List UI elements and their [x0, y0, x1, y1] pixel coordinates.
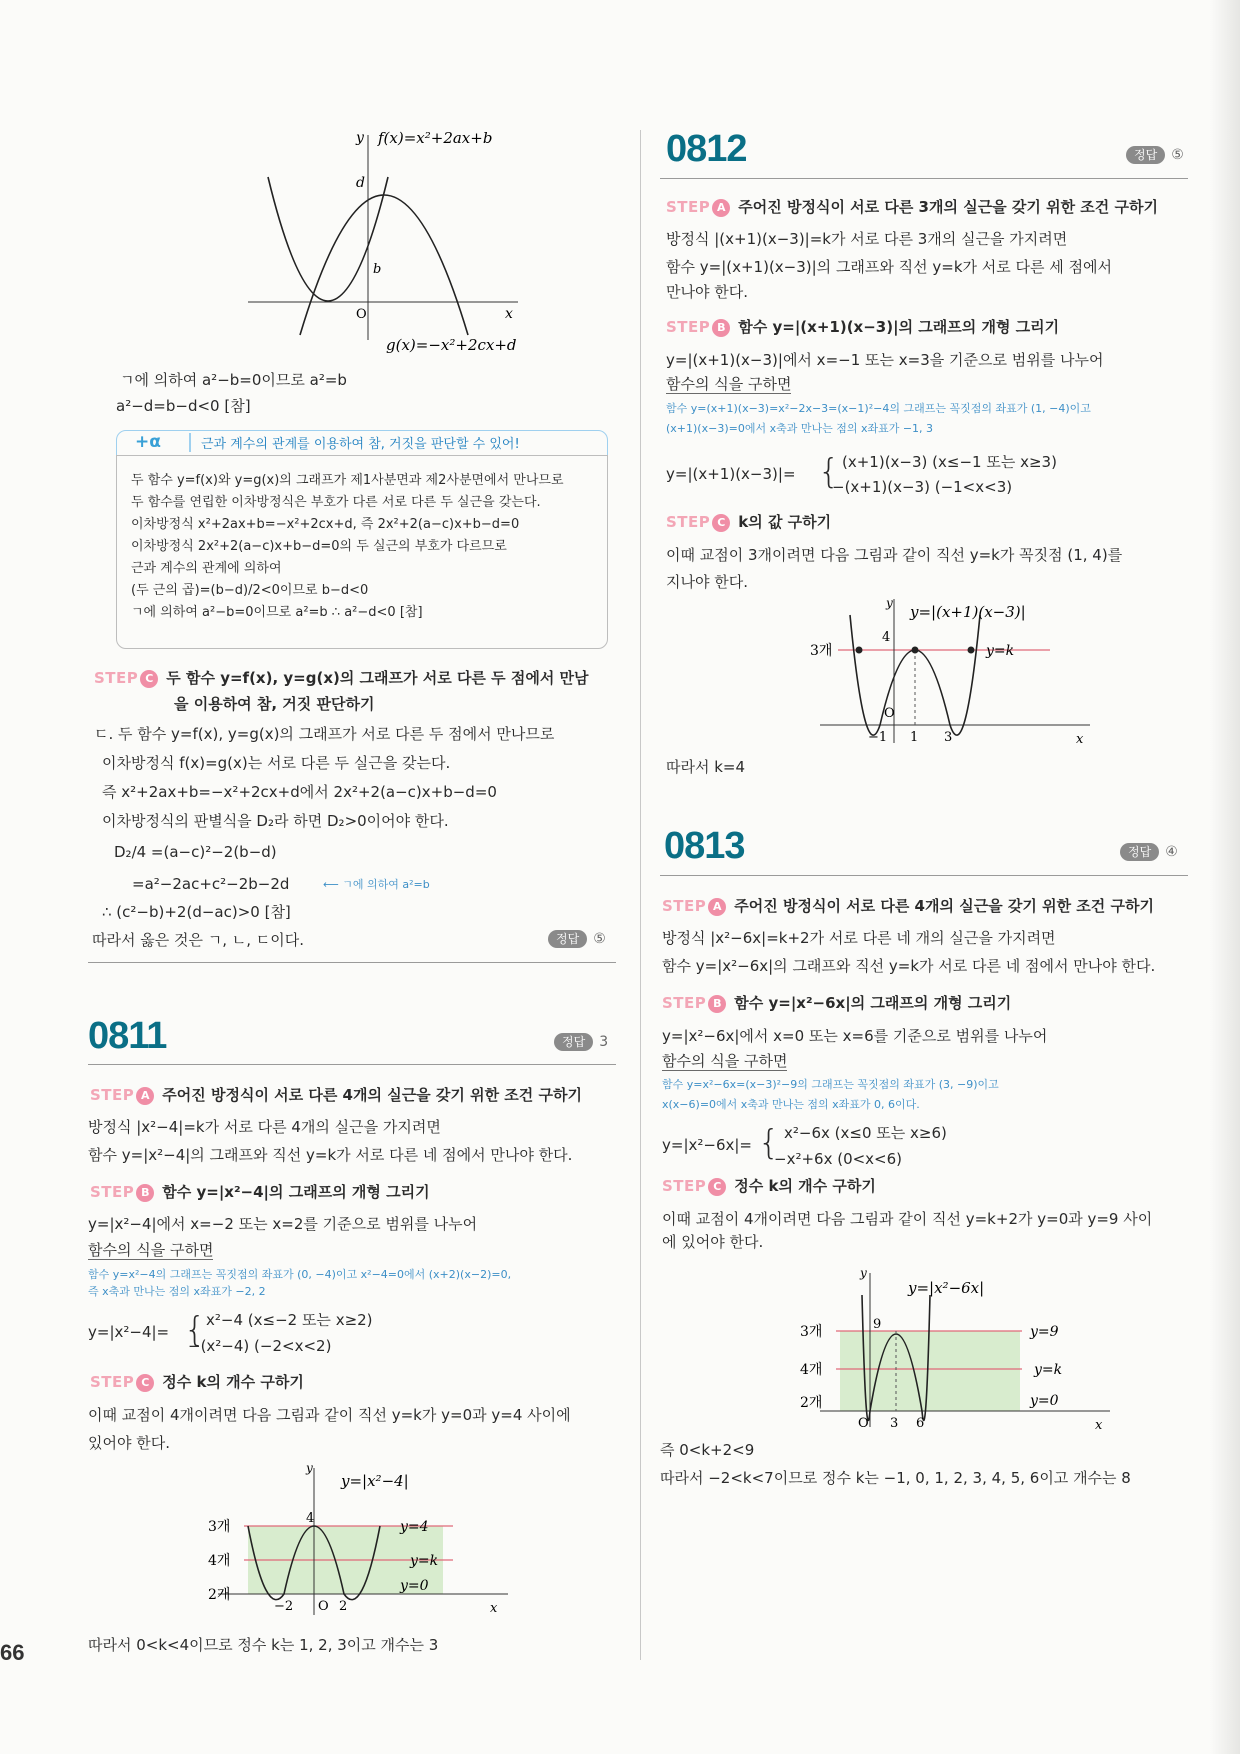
section-rule — [88, 1064, 616, 1065]
graph-0811 — [208, 1460, 588, 1620]
intersect-right — [968, 647, 975, 654]
step-b-heading — [662, 991, 1011, 1015]
origin: O — [318, 1599, 329, 1614]
tip-line: 근과 계수의 관계에 의하여 — [131, 561, 282, 576]
page-edge-shade — [1210, 0, 1240, 1754]
step-line: 함수 y=|x²−4|의 그래프와 직선 y=k가 서로 다른 네 점에서 만나야 한다. — [88, 1146, 573, 1164]
graph-0813 — [790, 1265, 1120, 1430]
origin: O — [858, 1416, 869, 1430]
count-4: 4개 — [208, 1553, 231, 1569]
step-a-heading — [662, 894, 1154, 918]
step-tag: STEP — [666, 513, 711, 531]
tick-1: 1 — [910, 730, 919, 745]
step-title: 주어진 방정식이 서로 다른 3개의 실근을 갖기 위한 조건 구하기 — [738, 198, 1158, 216]
x-label: x — [1095, 1418, 1103, 1430]
piecewise-lhs: y=|x²−6x|= — [662, 1136, 752, 1154]
step-line: 이때 교점이 4개이려면 다음 그림과 같이 직선 y=k+2가 y=0과 y=9 사이 — [662, 1210, 1153, 1228]
answer-label: 정답 — [554, 1033, 593, 1051]
step-line: y=|x²−6x|에서 x=0 또는 x=6를 기준으로 범위를 나누어 — [662, 1027, 1048, 1045]
tip-line: 두 함수 y=f(x)와 y=g(x)의 그래프가 제1사분면과 제2사분면에서 만나므로 — [131, 473, 564, 488]
tick-neg2: −2 — [274, 1599, 294, 1614]
step-tag: STEP — [90, 1373, 135, 1391]
piece-2: −(x²−4) (−2<x<2) — [188, 1337, 332, 1355]
label-yk: y=k — [410, 1553, 439, 1569]
step-tag: STEP — [662, 994, 707, 1012]
graph-title: y=|x²−6x| — [908, 1279, 985, 1297]
count-2: 2개 — [800, 1395, 823, 1411]
stepc-line: D₂/4 =(a−c)²−2(b−d) — [114, 843, 277, 861]
step-a-heading — [666, 195, 1158, 219]
stepc-conclusion: 따라서 옳은 것은 ㄱ, ㄴ, ㄷ이다. — [92, 931, 305, 949]
step-line: y=|x²−4|에서 x=−2 또는 x=2를 기준으로 범위를 나누어 — [88, 1215, 478, 1233]
g-label: g(x)=−x²+2cx+d — [386, 336, 517, 354]
answer-value: 3 — [599, 1034, 609, 1050]
tip-box-header — [116, 430, 608, 456]
piece-1: (x+1)(x−3) (x≤−1 또는 x≥3) — [842, 453, 1057, 471]
piece-1: x²−4 (x≤−2 또는 x≥2) — [206, 1311, 373, 1329]
conclusion-1: 즉 0<k+2<9 — [660, 1441, 755, 1459]
step-title: 두 함수 y=f(x), y=g(x)의 그래프가 서로 다른 두 점에서 만남 — [166, 669, 589, 687]
origin-label: O — [356, 307, 367, 322]
section-rule — [660, 875, 1188, 876]
label-y0: y=0 — [1030, 1393, 1059, 1409]
tip-box-body — [116, 455, 608, 649]
step-letter: A — [136, 1087, 154, 1105]
step-line: y=|(x+1)(x−3)|에서 x=−1 또는 x=3을 기준으로 범위를 나누어 — [666, 351, 1104, 369]
step-title: 함수 y=|(x+1)(x−3)|의 그래프의 개형 그리기 — [738, 318, 1060, 336]
label-y4: y=4 — [400, 1519, 429, 1535]
hint-line: x(x−6)=0에서 x축과 만나는 점의 x좌표가 0, 6이다. — [662, 1098, 920, 1111]
label-y9: y=9 — [1030, 1324, 1059, 1340]
d-label: d — [356, 175, 365, 191]
answer-value: ⑤ — [1171, 147, 1184, 163]
piecewise-lhs: y=|x²−4|= — [88, 1323, 170, 1341]
tip-line: ㄱ에 의하여 a²−b=0이므로 a²=b ∴ a²−d<0 [참] — [131, 605, 423, 620]
answer-badge — [1126, 146, 1184, 164]
k-range-band — [840, 1331, 1020, 1411]
label-y0: y=0 — [400, 1578, 429, 1594]
label-yk: y=k — [1034, 1362, 1063, 1378]
step-letter: C — [708, 1178, 726, 1196]
tick-neg1: −1 — [868, 730, 888, 745]
answer-label: 정답 — [1120, 843, 1159, 861]
tick-4: 4 — [882, 630, 891, 645]
answer-badge — [1120, 843, 1178, 861]
step-line: 방정식 |(x+1)(x−3)|=k가 서로 다른 3개의 실근을 가지려면 — [666, 230, 1068, 248]
count-2: 2개 — [208, 1587, 231, 1603]
step-line: 함수 y=|(x+1)(x−3)|의 그래프와 직선 y=k가 서로 다른 세 점에서 — [666, 258, 1113, 276]
parabola-graph — [218, 125, 598, 355]
step-line: 이때 교점이 3개이려면 다음 그림과 같이 직선 y=k가 꼭짓점 (1, 4)를 — [666, 546, 1123, 564]
stepc-note: ⟵ ㄱ에 의하여 a²=b — [323, 878, 430, 891]
condition-line: ㄱ에 의하여 a²−b=0이므로 a²=b — [120, 371, 347, 389]
origin: O — [884, 706, 895, 721]
graph-title: y=|(x+1)(x−3)| — [910, 603, 1026, 621]
answer-badge — [554, 1033, 608, 1051]
count-3: 3개 — [800, 1324, 823, 1340]
step-c-heading — [94, 666, 614, 690]
stepc-line: ∴ (c²−b)+2(d−ac)>0 [참] — [102, 903, 291, 921]
step-line: 만나야 한다. — [666, 283, 748, 301]
intersect-left — [856, 647, 863, 654]
step-c-heading — [90, 1370, 304, 1394]
step-title: 함수 y=|x²−4|의 그래프의 개형 그리기 — [162, 1183, 430, 1201]
f-curve — [268, 177, 388, 301]
y-label: y — [306, 1461, 313, 1475]
conclusion: 따라서 k=4 — [666, 758, 746, 776]
tick-6: 6 — [916, 1416, 925, 1430]
step-c-heading-2: 을 이용하여 참, 거짓 판단하기 — [174, 695, 375, 713]
note-text: ㄱ에 의하여 a²=b — [342, 878, 430, 891]
hint-line: 함수 y=x²−6x=(x−3)²−9의 그래프는 꼭짓점의 좌표가 (3, −9)이고 — [662, 1078, 999, 1091]
step-tag: STEP — [666, 198, 711, 216]
b-label: b — [373, 262, 382, 277]
piecewise-lhs: y=|(x+1)(x−3)|= — [666, 465, 796, 483]
tick-2: 2 — [339, 1599, 348, 1614]
stepc-line: 이차방정식 f(x)=g(x)는 서로 다른 두 실근을 갖는다. — [102, 754, 451, 772]
brace: { — [184, 1310, 206, 1350]
problem-number: 0811 — [88, 1015, 167, 1057]
tip-lines — [131, 470, 564, 624]
tip-title: 근과 계수의 관계를 이용하여 참, 거짓을 판단할 수 있어! — [189, 433, 520, 452]
step-tag: STEP — [662, 1177, 707, 1195]
step-letter: B — [136, 1184, 154, 1202]
tip-line: (두 근의 곱)=(b−d)/2<0이므로 b−d<0 — [131, 583, 369, 598]
piece-1: x²−6x (x≤0 또는 x≥6) — [784, 1124, 947, 1142]
tip-tag: +α — [135, 432, 161, 452]
answer-label: 정답 — [1126, 146, 1165, 164]
answer-label: 정답 — [548, 930, 587, 948]
stepc-line: =a²−2ac+c²−2b−2d — [132, 875, 290, 893]
count-3: 3개 — [208, 1519, 231, 1535]
stepc-line: 즉 x²+2ax+b=−x²+2cx+d에서 2x²+2(a−c)x+b−d=0 — [102, 783, 497, 801]
step-b-heading — [666, 315, 1059, 339]
vertex-point — [912, 647, 919, 654]
step-title: k의 값 구하기 — [738, 513, 832, 531]
step-title: 주어진 방정식이 서로 다른 4개의 실근을 갖기 위한 조건 구하기 — [734, 897, 1154, 915]
step-title: 정수 k의 개수 구하기 — [162, 1373, 304, 1391]
step-line: 함수 y=|x²−6x|의 그래프와 직선 y=k가 서로 다른 네 점에서 만나야 한다. — [662, 957, 1156, 975]
g-curve — [300, 195, 468, 335]
y-label: y — [860, 1266, 867, 1280]
problem-number: 0812 — [666, 128, 747, 170]
step-line-underlined: 함수의 식을 구하면 — [88, 1241, 214, 1259]
graph-title: y=|x²−4| — [341, 1472, 409, 1490]
hint-line: 즉 x축과 만나는 점의 x좌표가 −2, 2 — [88, 1285, 266, 1298]
tick-9: 9 — [873, 1317, 882, 1332]
step-title: 주어진 방정식이 서로 다른 4개의 실근을 갖기 위한 조건 구하기 — [162, 1086, 582, 1104]
page-number: 66 — [0, 1640, 25, 1665]
step-tag: STEP — [90, 1183, 135, 1201]
hint-line: 함수 y=x²−4의 그래프는 꼭짓점의 좌표가 (0, −4)이고 x²−4=0에서 (x+2)(x−2)=0, — [88, 1268, 512, 1281]
tip-line: 이차방정식 2x²+2(a−c)x+b−d=0의 두 실근의 부호가 다르므로 — [131, 539, 507, 554]
tip-line: 두 함수를 연립한 이차방정식은 부호가 다른 서로 다른 두 실근을 갖는다. — [131, 495, 541, 510]
step-letter: B — [712, 319, 730, 337]
step-tag: STEP — [94, 669, 139, 687]
f-label: f(x)=x²+2ax+b — [378, 129, 493, 147]
x-label: x — [1076, 732, 1084, 745]
label-yk: y=k — [986, 643, 1015, 659]
step-b-heading — [90, 1180, 430, 1204]
step-tag: STEP — [666, 318, 711, 336]
piece-2: −x²+6x (0<x<6) — [774, 1150, 903, 1168]
step-a-heading — [90, 1083, 582, 1107]
step-letter: C — [712, 514, 730, 532]
step-line: 지나야 한다. — [666, 573, 748, 591]
step-line-underlined: 함수의 식을 구하면 — [662, 1052, 788, 1070]
y-label: y — [886, 596, 893, 610]
conclusion: 따라서 0<k<4이므로 정수 k는 1, 2, 3이고 개수는 3 — [88, 1636, 439, 1654]
step-letter: A — [708, 898, 726, 916]
brace: { — [758, 1123, 780, 1163]
graph-0812 — [810, 595, 1110, 745]
tip-line: 이차방정식 x²+2ax+b=−x²+2cx+d, 즉 2x²+2(a−c)x+b−d=0 — [131, 517, 520, 532]
step-letter: B — [708, 995, 726, 1013]
step-title: 정수 k의 개수 구하기 — [734, 1177, 876, 1195]
step-c-heading — [666, 510, 831, 534]
step-line: 에 있어야 한다. — [662, 1233, 764, 1251]
step-line-underlined: 함수의 식을 구하면 — [666, 375, 792, 393]
column-divider — [640, 130, 641, 1660]
tick-3: 3 — [944, 730, 953, 745]
answer-badge — [548, 930, 606, 948]
brace: { — [818, 452, 840, 492]
section-rule — [88, 962, 616, 963]
step-tag: STEP — [90, 1086, 135, 1104]
step-line: 있어야 한다. — [88, 1434, 170, 1452]
x-label: x — [490, 1601, 498, 1616]
hint-line: (x+1)(x−3)=0에서 x축과 만나는 점의 x좌표가 −1, 3 — [666, 422, 934, 435]
step-tag: STEP — [662, 897, 707, 915]
stepc-line: 이차방정식의 판별식을 D₂라 하면 D₂>0이어야 한다. — [102, 812, 449, 830]
step-line: 방정식 |x²−6x|=k+2가 서로 다른 네 개의 실근을 가지려면 — [662, 929, 1056, 947]
step-line: 이때 교점이 4개이려면 다음 그림과 같이 직선 y=k가 y=0과 y=4 사이에 — [88, 1406, 571, 1424]
tick-4: 4 — [306, 1511, 315, 1526]
result-line: a²−d=b−d<0 [참] — [116, 397, 251, 415]
y-label: y — [356, 130, 364, 146]
step-letter: C — [136, 1374, 154, 1392]
count-4: 4개 — [800, 1362, 823, 1378]
answer-value: ⑤ — [593, 931, 606, 947]
x-label: x — [505, 306, 513, 322]
step-letter: A — [712, 199, 730, 217]
problem-number: 0813 — [664, 825, 745, 867]
step-letter: C — [140, 670, 158, 688]
section-rule — [660, 178, 1188, 179]
stepc-line: ㄷ. 두 함수 y=f(x), y=g(x)의 그래프가 서로 다른 두 점에서 만나므로 — [94, 725, 555, 743]
count-3: 3개 — [810, 643, 833, 659]
step-c-heading — [662, 1174, 876, 1198]
hint-line: 함수 y=(x+1)(x−3)=x²−2x−3=(x−1)²−4의 그래프는 꼭짓점의 좌표가 (1, −4)이고 — [666, 402, 1091, 415]
answer-value: ④ — [1165, 844, 1178, 860]
step-line: 방정식 |x²−4|=k가 서로 다른 4개의 실근을 가지려면 — [88, 1118, 441, 1136]
piece-2: −(x+1)(x−3) (−1<x<3) — [832, 478, 1013, 496]
conclusion-2: 따라서 −2<k<7이므로 정수 k는 −1, 0, 1, 2, 3, 4, 5, 6이고 개수는 8 — [660, 1469, 1131, 1487]
tick-3: 3 — [890, 1416, 899, 1430]
step-title: 함수 y=|x²−6x|의 그래프의 개형 그리기 — [734, 994, 1012, 1012]
